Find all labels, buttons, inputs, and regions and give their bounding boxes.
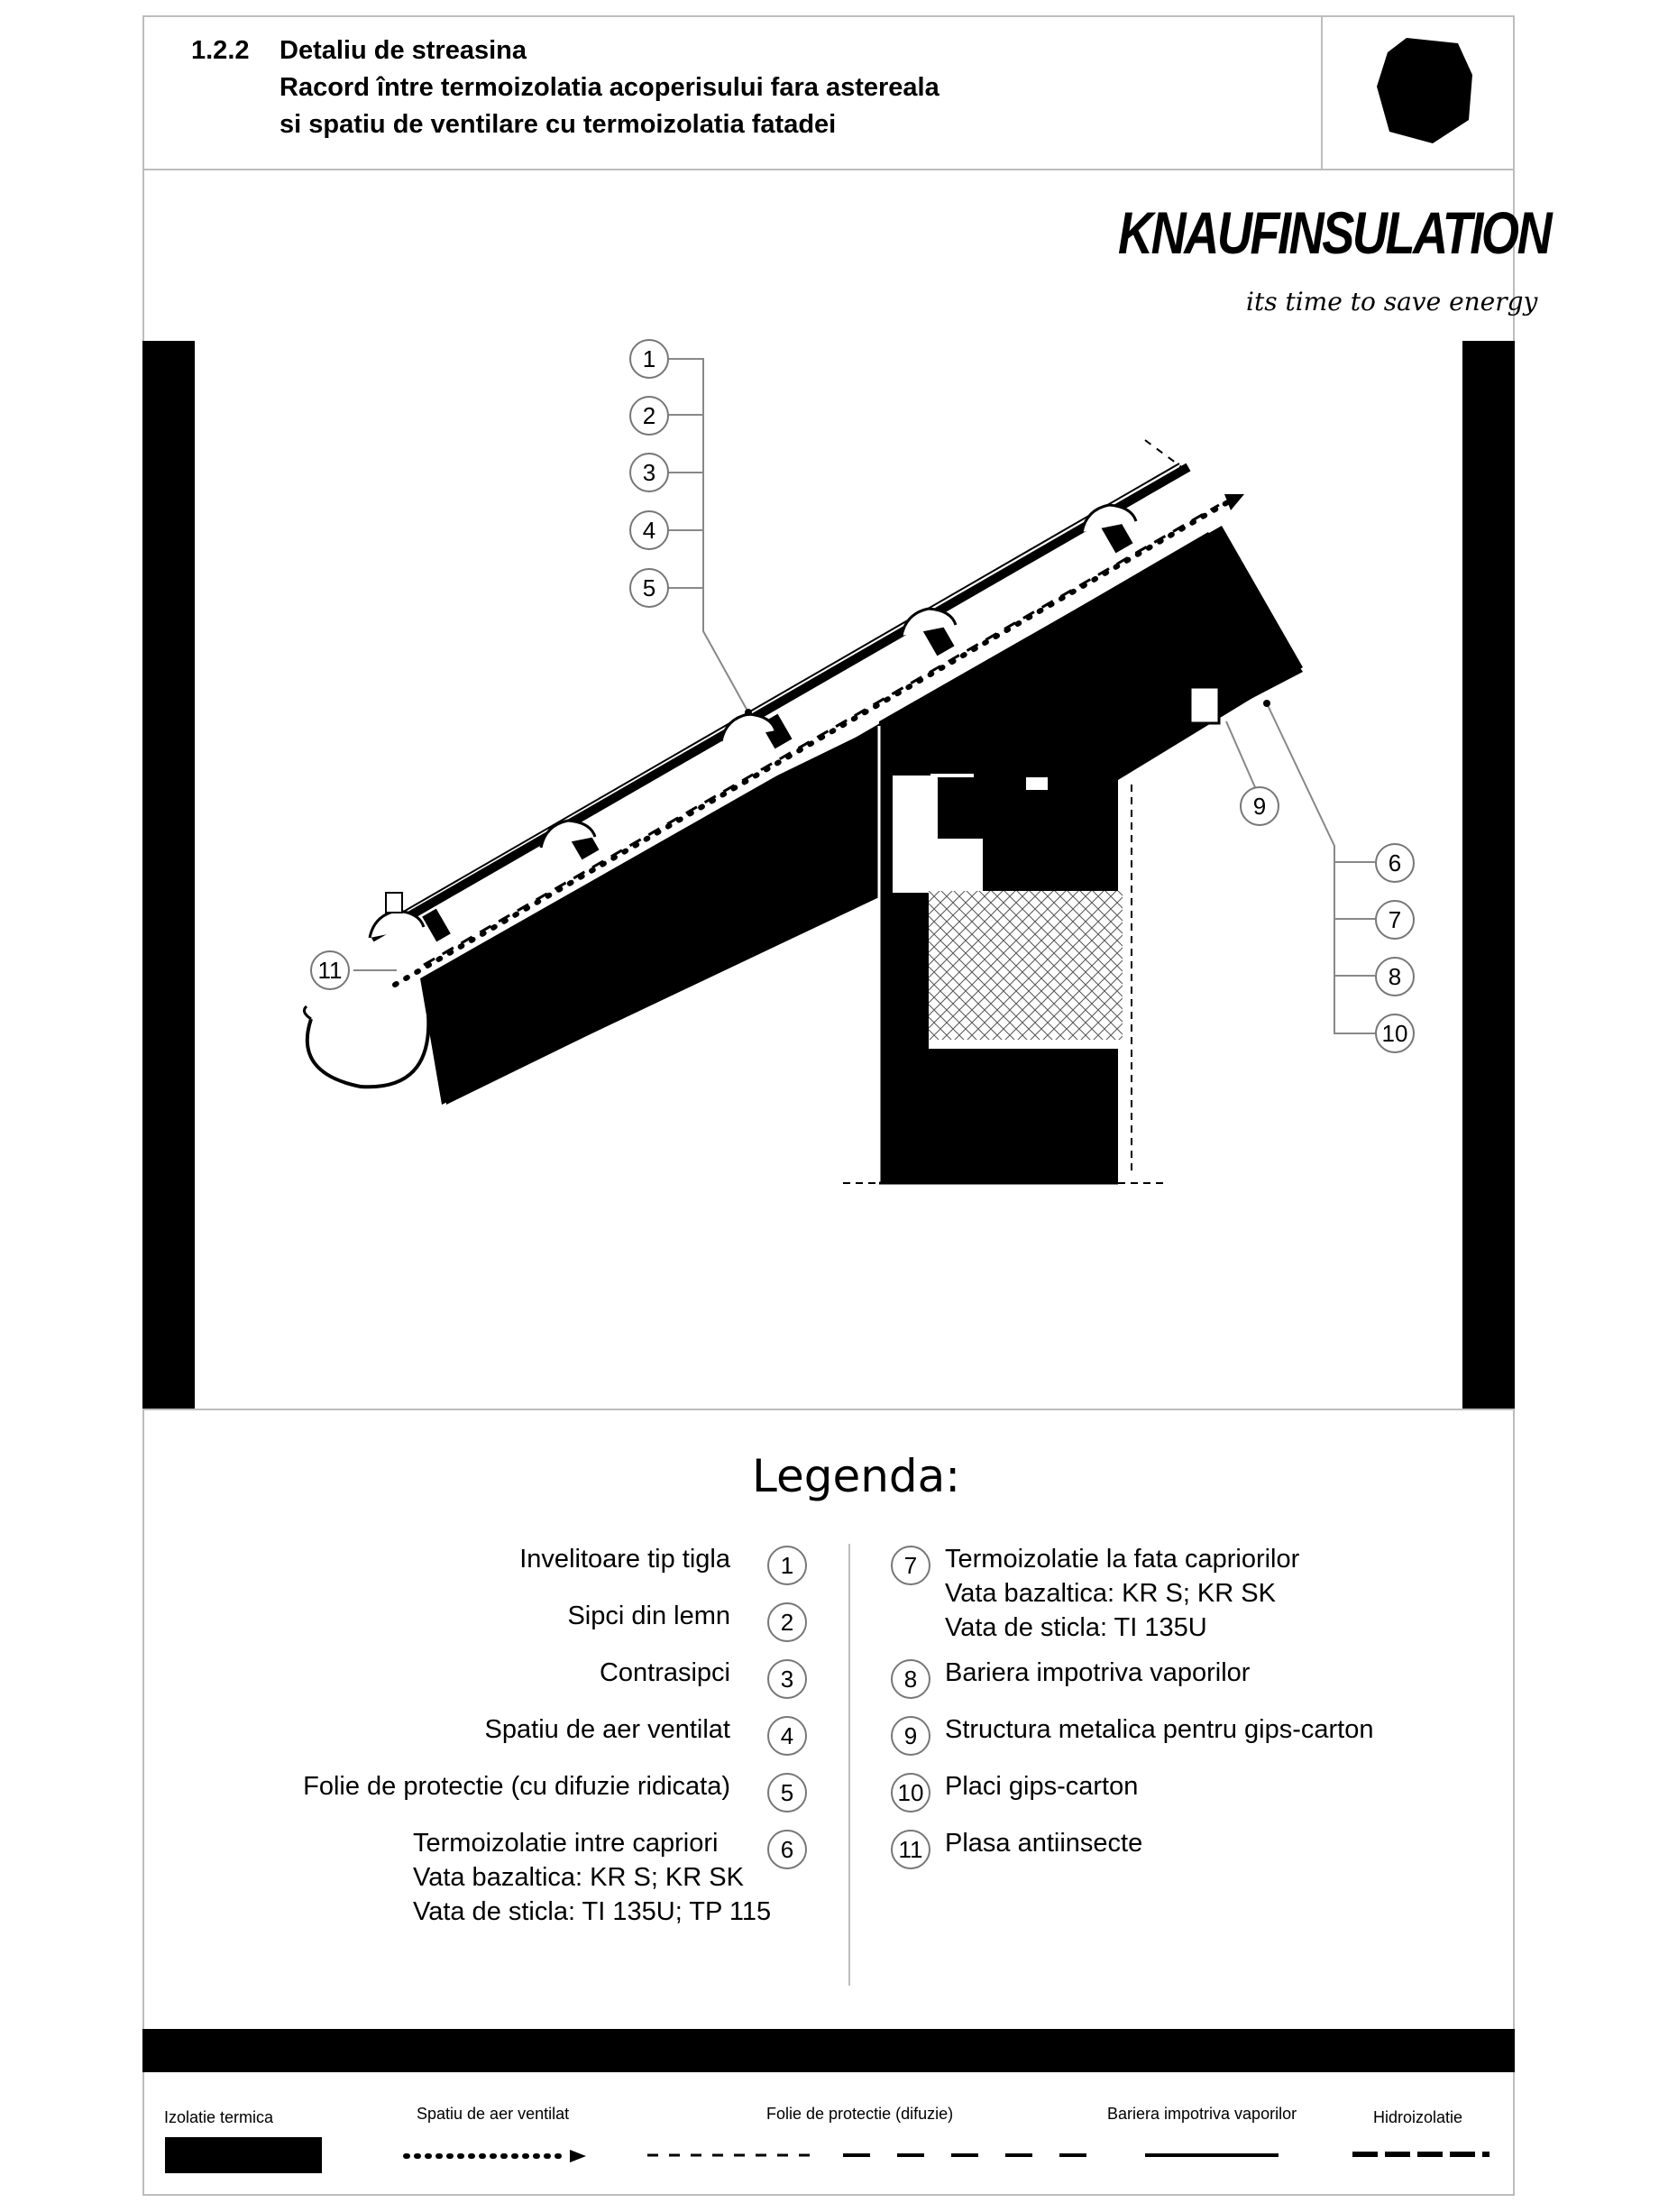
callout-1: 1 (629, 339, 669, 379)
legend-item-10-text: Placi gips-carton (945, 1772, 1139, 1801)
legend-item-5-num: 5 (767, 1773, 807, 1813)
key-membrane-label: Folie de protectie (difuzie) (766, 2105, 954, 2123)
legend-item-6-num: 6 (767, 1830, 807, 1869)
legend-item-11-num: 11 (891, 1830, 930, 1869)
callout-10: 10 (1375, 1014, 1415, 1053)
title-line-3: si spatiu de ventilare cu termoizolatia fatadei (280, 110, 837, 139)
callout-6: 6 (1375, 843, 1415, 883)
legend-item-4-num: 4 (767, 1716, 807, 1756)
legend-item-6-text: Termoizolatie intre capriori Vata bazaltica: KR S; KR SK Vata de sticla: TI 135U; TP 115 (413, 1829, 772, 1926)
callout-11: 11 (310, 950, 350, 990)
title-line-1: Detaliu de streasina (280, 36, 527, 65)
legend-item-9-text: Structura metalica pentru gips-carton (945, 1715, 1374, 1744)
title-line-2: Racord între termoizolatia acoperisului fara astereala (280, 73, 939, 102)
legend-divider (848, 1544, 850, 1986)
key-waterproofing-label: Hidroizolatie (1373, 2108, 1463, 2126)
legend-item-1-num: 1 (767, 1546, 807, 1585)
legend-item-2-text: Sipci din lemn (567, 1602, 730, 1630)
callout-4: 4 (629, 510, 669, 550)
legend-title: Legenda: (752, 1450, 961, 1502)
callout-9: 9 (1240, 786, 1279, 826)
footer-bar (142, 2029, 1515, 2072)
legend-item-8-text: Bariera impotriva vaporilor (945, 1658, 1251, 1687)
brand-tagline: its time to save energy (1246, 287, 1538, 317)
legend-item-1-text: Invelitoare tip tigla (519, 1545, 730, 1574)
key-vapour-barrier-label: Bariera impotriva vaporilor (1107, 2105, 1297, 2123)
legend-item-5-text: Folie de protectie (cu difuzie ridicata) (303, 1772, 730, 1801)
key-thermal-insulation-swatch (165, 2137, 322, 2173)
sheet-number: 1.2.2 (191, 36, 250, 65)
legend-item-4-text: Spatiu de aer ventilat (484, 1715, 730, 1744)
callout-8: 8 (1375, 957, 1415, 996)
brand-name: KNAUFINSULATION (1118, 199, 1551, 266)
legend-item-11-text: Plasa antiinsecte (945, 1829, 1143, 1858)
legend-item-7-text: Termoizolatie la fata capriorilor Vata bazaltica: KR S; KR SK Vata de sticla: TI 135U (945, 1545, 1300, 1642)
gutter (307, 1014, 429, 1087)
legend-item-3-num: 3 (767, 1659, 807, 1699)
callout-7: 7 (1375, 900, 1415, 940)
key-ventilation-label: Spatiu de aer ventilat (417, 2105, 570, 2123)
legend-item-9-num: 9 (891, 1716, 930, 1756)
key-thermal-insulation-label: Izolatie termica (164, 2108, 274, 2126)
legend-item-3-text: Contrasipci (599, 1658, 730, 1687)
line-key-swatches (0, 2128, 1659, 2182)
legend-item-2-num: 2 (767, 1602, 807, 1642)
legend-item-10-num: 10 (891, 1773, 930, 1813)
callout-3: 3 (629, 453, 669, 492)
callout-5: 5 (629, 568, 669, 608)
legend-item-8-num: 8 (891, 1659, 930, 1699)
callout-2: 2 (629, 396, 669, 436)
legend-item-7-num: 7 (891, 1546, 930, 1585)
